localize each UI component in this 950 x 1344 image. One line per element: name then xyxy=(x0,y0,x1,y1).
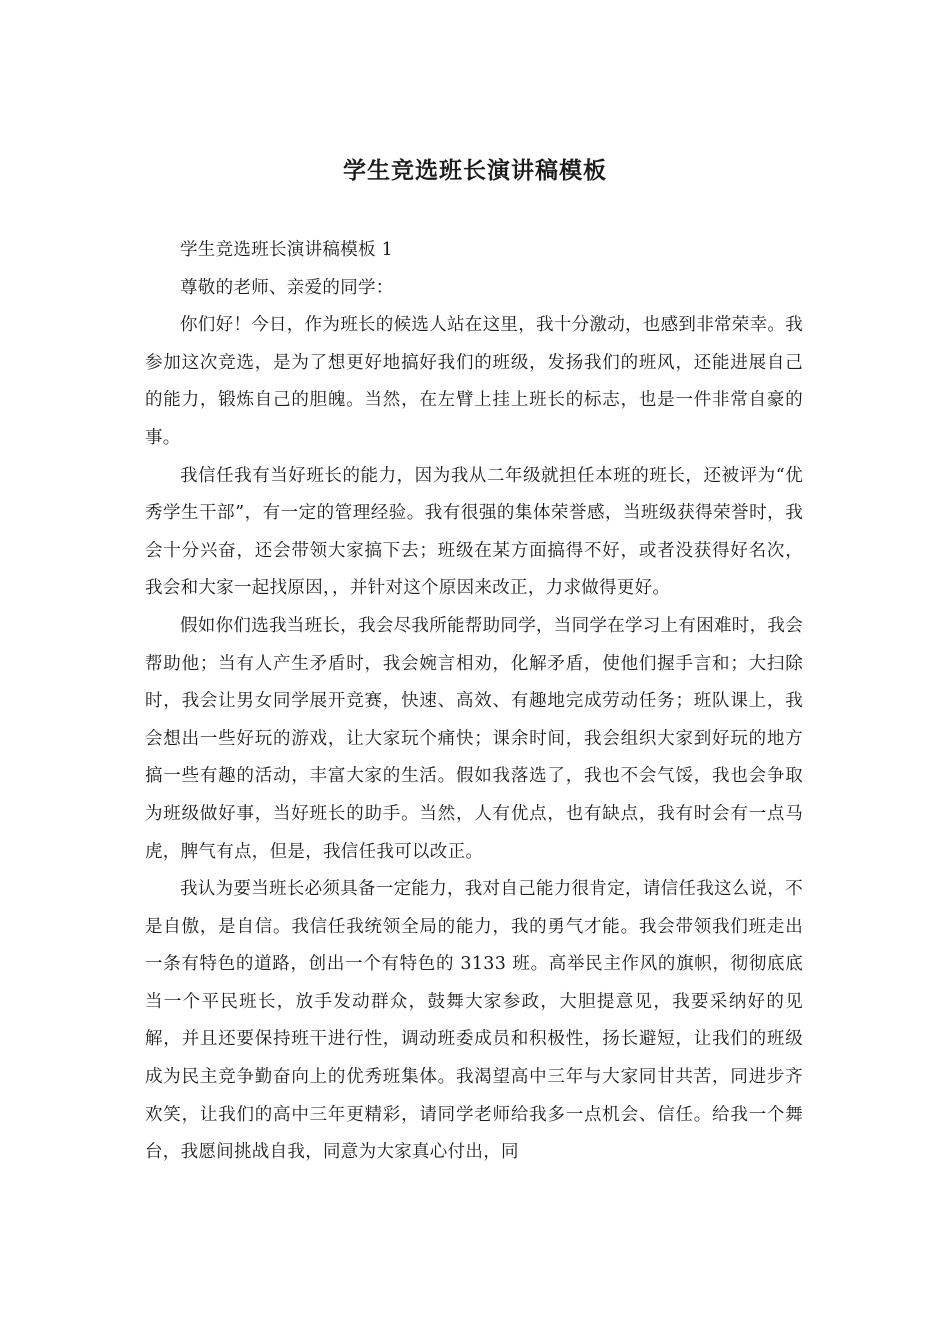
paragraph: 假如你们选我当班长，我会尽我所能帮助同学，当同学在学习上有困难时，我会帮助他；当有人产生矛盾时，我会婉言相劝，化解矛盾，使他们握手言和；大扫除时，我会让男女同学展开竞赛，快速、高效、有趣地完成劳动任务；班队课上，我会想出一些好玩的游戏，让大家玩个痛快；课余时间，我会组织大家到好玩的地方搞一些有趣的活动，丰富大家的生活。假如我落选了，我也不会气馁，我也会争取为班级做好事，当好班长的助手。当然，人有优点，也有缺点，我有时会有一点马虎，脾气有点，但是，我信任我可以改正。 xyxy=(145,615,803,862)
paragraph-heading: 学生竞选班长演讲稿模板 1 xyxy=(180,240,394,260)
paragraph: 我认为要当班长必须具备一定能力，我对自己能力很肯定，请信任我这么说，不是自傲，是自信。我信任我统领全局的能力，我的勇气才能。我会带领我们班走出一条有特色的道路，创出一个有特色的 3133 班。高举民主作风的旗帜，彻彻底底当一个平民班长，放手发动群众，鼓舞大家参政，大胆提意见，我要采纳好的见解，并且还要保持班干进行性，调动班委成员和积极性，扬长避短，让我们的班级成为民主竞争勤奋向上的优秀班集体。我渴望高中三年与大家同甘共苦，同进步齐欢笑，让我们的高中三年更精彩，请同学老师给我多一点机会、信任。给我一个舞台，我愿间挑战自我，同意为大家真心付出，同 xyxy=(145,879,803,1163)
document-body xyxy=(145,232,803,1172)
paragraph: 我信任我有当好班长的能力，因为我从二年级就担任本班的班长，还被评为“优秀学生干部”，有一定的管理经验。我有很强的集体荣誉感，当班级获得荣誉时，我会十分兴奋，还会带领大家搞下去；班级在某方面搞得不好，或者没获得好名次，我会和大家一起找原因，，并针对这个原因来改正，力求做得更好。 xyxy=(145,465,803,599)
paragraph: 你们好！今日，作为班长的候选人站在这里，我十分激动，也感到非常荣幸。我参加这次竞选，是为了想更好地搞好我们的班级，发扬我们的班风，还能进展自己的能力，锻炼自己的胆魄。当然，在左臂上挂上班长的标志，也是一件非常自豪的事。 xyxy=(145,315,803,448)
document-title: 学生竞选班长演讲稿模板 xyxy=(343,158,607,184)
paragraph-salutation: 尊敬的老师、亲爱的同学： xyxy=(180,277,394,298)
